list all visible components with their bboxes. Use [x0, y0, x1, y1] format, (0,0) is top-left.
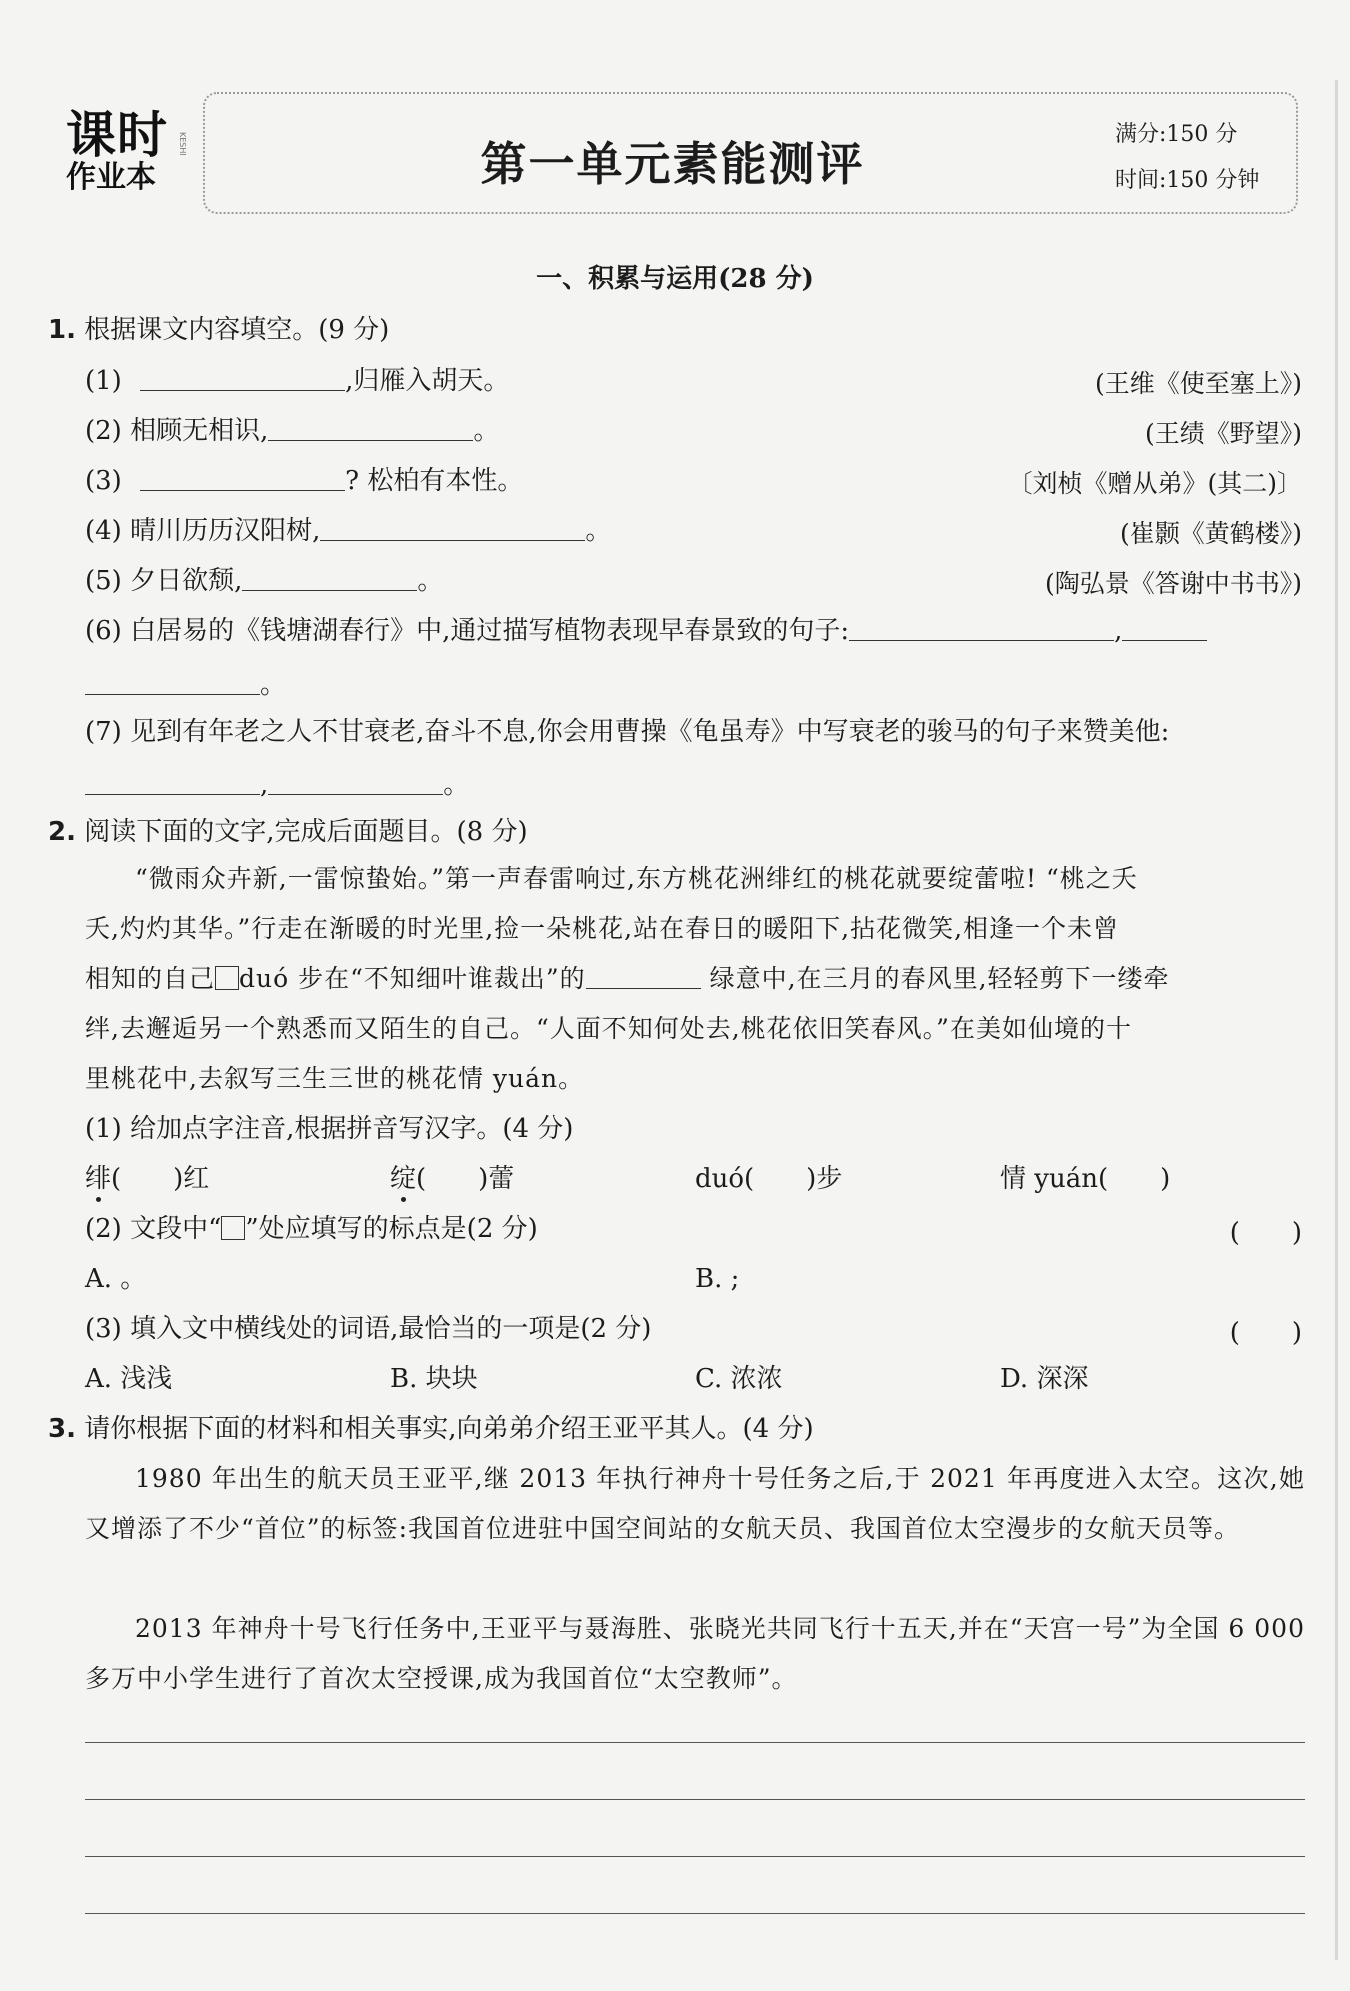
- q1-item-2: [85, 414, 499, 448]
- q3-text: 请你根据下面的材料和相关事实,向弟弟介绍王亚平其人。(4 分): [84, 1414, 814, 1444]
- answer-paren[interactable]: ( ): [1229, 1218, 1302, 1248]
- q1-item-6-end: 。: [260, 670, 287, 700]
- dotted-char: 绯: [85, 1164, 112, 1194]
- q1-item-5-text: 。: [417, 566, 444, 596]
- q1-item-4: [85, 514, 611, 548]
- logo-line2: 作业本: [66, 160, 156, 195]
- q3-number: 3.: [48, 1414, 76, 1444]
- page-title: 第一单元素能测评: [480, 137, 865, 191]
- fill-blank[interactable]: [140, 464, 345, 491]
- title-box: [203, 92, 1298, 214]
- logo: [66, 108, 188, 194]
- q2-sub2: [85, 1212, 538, 1246]
- q2-passage: [85, 854, 1305, 1104]
- q2-sub2-text: ”处应填写的标点是(2 分): [245, 1214, 538, 1244]
- fill-blank[interactable]: [849, 614, 1114, 641]
- q1-item-5: [85, 564, 443, 598]
- q1-item-6-comma: ,: [1114, 616, 1123, 646]
- q1-item-3: [85, 464, 523, 498]
- q2-sub3: (3) 填入文中横线处的词语,最恰当的一项是(2 分): [85, 1314, 652, 1344]
- q2-passage-seg: 绿意中,在三月的春风里,轻轻剪下一缕牵: [709, 964, 1170, 993]
- q1-item-3-pre: (3): [85, 466, 122, 496]
- page-edge: [1335, 80, 1338, 1960]
- q2-sub1-item: 情 yuán( ): [1000, 1164, 1171, 1194]
- q1-item-5-pre: (5) 夕日欲颓,: [85, 566, 243, 596]
- exam-time: 时间:150 分钟: [1115, 168, 1260, 193]
- q2-sub1-item: [85, 1162, 209, 1196]
- fill-blank[interactable]: [268, 414, 473, 441]
- q1-item-6-text: (6) 白居易的《钱塘湖春行》中,通过描写植物表现早春景致的句子:: [85, 616, 850, 646]
- q2-passage-seg: duó 步在“不知细叶谁裁出”的: [239, 964, 586, 993]
- q2-number: 2.: [48, 817, 76, 847]
- q1-item-2-source: (王绩《野望》): [1144, 419, 1302, 448]
- q3-prompt: [48, 1412, 814, 1446]
- punctuation-blank-box: [215, 966, 239, 990]
- exam-meta: [1115, 112, 1259, 204]
- section-heading: 一、积累与运用(28 分): [536, 264, 814, 294]
- q2-sub1-item-text: ( )蕾: [416, 1164, 515, 1194]
- q2-sub1: (1) 给加点字注音,根据拼音写汉字。(4 分): [85, 1114, 574, 1144]
- fill-blank[interactable]: [85, 768, 260, 795]
- q2-sub2-text: (2) 文段中“: [85, 1214, 222, 1244]
- q2-sub2-option-b: B. ;: [695, 1264, 740, 1294]
- q1-item-2-text: 。: [473, 416, 500, 446]
- fill-blank[interactable]: [1122, 614, 1207, 641]
- fill-blank[interactable]: [140, 364, 345, 391]
- logo-line1: 课时: [66, 106, 168, 164]
- fill-blank[interactable]: [320, 514, 585, 541]
- q1-item-7-comma: ,: [260, 770, 269, 800]
- q1-item-7-text: (7) 见到有年老之人不甘衰老,奋斗不息,你会用曹操《龟虽寿》中写衰老的骏马的句子来赞美他:: [85, 717, 1170, 747]
- q1-item-6: [85, 614, 1207, 648]
- q1-item-6-cont: [85, 668, 286, 702]
- q1-item-1-text: ,归雁入胡天。: [345, 366, 510, 396]
- q2-sub3-option-a: A. 浅浅: [85, 1364, 173, 1394]
- q1-text: 根据课文内容填空。(9 分): [84, 315, 390, 345]
- q2-sub1-item-text: ( )红: [111, 1164, 210, 1194]
- q2-sub2-option-a: A. 。: [85, 1264, 147, 1294]
- answer-line[interactable]: [85, 1856, 1305, 1857]
- fill-blank[interactable]: [268, 768, 443, 795]
- q1-item-1-source: (王维《使至塞上》): [1094, 369, 1302, 398]
- q1-item-7-end: 。: [443, 770, 470, 800]
- fill-blank[interactable]: [85, 668, 260, 695]
- fill-blank[interactable]: [242, 564, 417, 591]
- q2-passage-line: 夭,灼灼其华。”行走在渐暖的时光里,捡一朵桃花,站在春日的暖阳下,拈花微笑,相逢一个未曾: [85, 914, 1120, 943]
- q3-material-2: 2013 年神舟十号飞行任务中,王亚平与聂海胜、张晓光共同飞行十五天,并在“天宫一号”为全国 6 000 多万中小学生进行了首次太空授课,成为我国首位“太空教师”。: [85, 1614, 1305, 1693]
- q2-passage-line: 里桃花中,去叙写三生三世的桃花情 yuán。: [85, 1064, 585, 1093]
- q3-material-1: 1980 年出生的航天员王亚平,继 2013 年执行神舟十号任务之后,于 2021 年再度进入太空。这次,她又增添了不少“首位”的标签:我国首位进驻中国空间站的女航天员、我国首位太空漫步的女航天员等。: [85, 1464, 1305, 1543]
- q1-item-5-source: (陶弘景《答谢中书书》): [1044, 569, 1302, 598]
- q2-sub3-option-d: D. 深深: [1000, 1364, 1089, 1394]
- answer-line[interactable]: [85, 1799, 1305, 1800]
- q1-prompt: [48, 313, 389, 347]
- q1-item-3-source: 〔刘桢《赠从弟》(其二)〕: [1007, 469, 1302, 498]
- q2-prompt: [48, 815, 528, 849]
- q1-item-7-cont: [85, 768, 469, 802]
- q1-item-4-text: 。: [585, 516, 612, 546]
- q1-item-4-source: (崔颢《黄鹤楼》): [1119, 519, 1302, 548]
- full-score: 满分:150 分: [1115, 122, 1238, 147]
- q1-number: 1.: [48, 315, 76, 345]
- fill-blank[interactable]: [586, 962, 701, 989]
- answer-line[interactable]: [85, 1742, 1305, 1743]
- q1-item-1: [85, 364, 509, 398]
- q2-passage-line: [85, 954, 1305, 1004]
- q2-passage-line: “微雨众卉新,一雷惊蛰始。”第一声春雷响过,东方桃花洲绯红的桃花就要绽蕾啦! “桃之夭: [135, 864, 1138, 893]
- q2-sub3-option-c: C. 浓浓: [695, 1364, 783, 1394]
- q1-item-4-pre: (4) 晴川历历汉阳树,: [85, 516, 321, 546]
- answer-line[interactable]: [85, 1913, 1305, 1914]
- q2-sub3-option-b: B. 块块: [390, 1364, 478, 1394]
- q2-passage-line: 绊,去邂逅另一个熟悉而又陌生的自己。“人面不知何处去,桃花依旧笑春风。”在美如仙境的十: [85, 1014, 1132, 1043]
- q2-passage-seg: 相知的自己: [85, 964, 216, 993]
- q2-text: 阅读下面的文字,完成后面题目。(8 分): [84, 817, 528, 847]
- q2-sub1-item: [390, 1162, 514, 1196]
- q1-item-2-pre: (2) 相顾无相识,: [85, 416, 269, 446]
- logo-tiny: KESHI: [178, 132, 187, 156]
- q1-item-7: [85, 715, 1169, 749]
- q1-item-1-pre: (1): [85, 366, 122, 396]
- q2-sub1-item: duó( )步: [695, 1164, 843, 1194]
- q1-item-3-text: ? 松柏有本性。: [345, 466, 524, 496]
- dotted-char: 绽: [390, 1164, 417, 1194]
- answer-paren[interactable]: ( ): [1229, 1318, 1302, 1348]
- punctuation-blank-box: [221, 1216, 245, 1240]
